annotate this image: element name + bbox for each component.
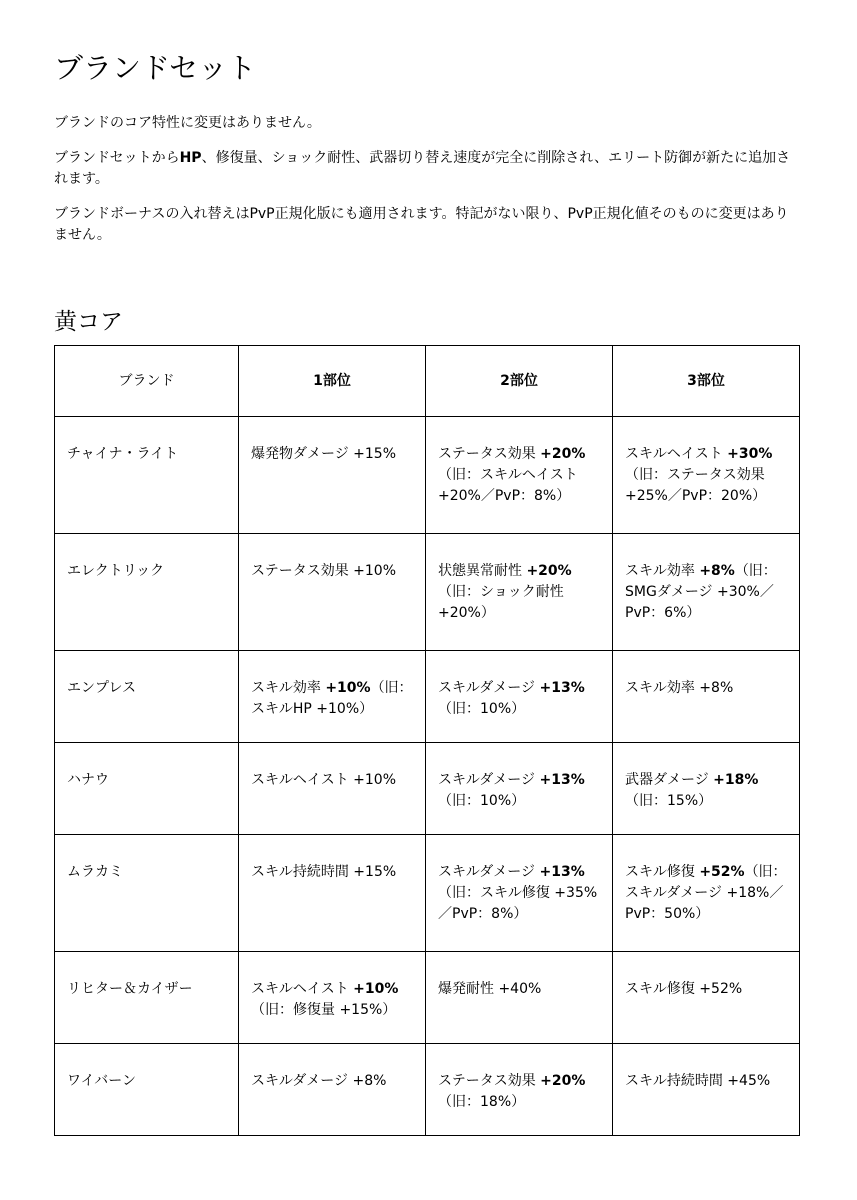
table-row — [55, 534, 800, 651]
bonus-cell-1-piece — [239, 743, 426, 835]
bonus-text: スキルダメージ — [438, 772, 540, 788]
table-header-row — [55, 346, 800, 417]
bonus-text: スキルダメージ +8% — [251, 1073, 387, 1089]
bonus-old-value: （旧：修復量 +15%） — [251, 1002, 397, 1018]
bonus-cell-2-piece — [426, 534, 613, 651]
table-row — [55, 417, 800, 534]
bonus-text: 状態異常耐性 — [438, 563, 527, 579]
bonus-value-bold: +52% — [699, 864, 745, 880]
bonus-cell-1-piece — [239, 1044, 426, 1136]
page-title: ブランドセット — [54, 51, 257, 85]
bonus-text: 爆発物ダメージ +15% — [251, 446, 397, 462]
column-header-2-piece: 2部位 — [426, 346, 613, 417]
table-row — [55, 1044, 800, 1136]
bonus-cell-2-piece — [426, 835, 613, 952]
bonus-value-bold: +13% — [539, 864, 585, 880]
bonus-old-value: （旧：SMGダメージ +30%／PvP：6%） — [625, 563, 777, 621]
bonus-cell-3-piece — [613, 743, 800, 835]
bonus-text: ステータス効果 +10% — [251, 563, 397, 579]
paragraph-core-traits: ブランドのコア特性に変更はありません。 — [54, 115, 321, 131]
bonus-cell-1-piece — [239, 835, 426, 952]
paragraph-removed-bonuses — [54, 148, 799, 190]
bonus-old-value: （旧：ステータス効果 +25%／PvP：20%） — [625, 467, 767, 504]
bonus-text: ステータス効果 — [438, 446, 541, 462]
bonus-cell-2-piece — [426, 417, 613, 534]
bonus-old-value: （旧：10%） — [438, 701, 526, 717]
bonus-old-value: （旧：18%） — [438, 1094, 526, 1110]
bonus-text: スキル効率 +8% — [625, 680, 734, 696]
bonus-cell-2-piece — [426, 952, 613, 1044]
table-row — [55, 835, 800, 952]
bonus-text: スキル修復 +52% — [625, 981, 743, 997]
bonus-text: スキルヘイスト — [625, 446, 728, 462]
brand-name-cell: エンプレス — [55, 651, 239, 743]
bonus-value-bold: +13% — [539, 680, 585, 696]
bonus-cell-1-piece — [239, 952, 426, 1044]
brand-name-cell: チャイナ・ライト — [55, 417, 239, 534]
bonus-text: スキル持続時間 +45% — [625, 1073, 771, 1089]
column-header-brand: ブランド — [55, 346, 239, 417]
bonus-value-bold: +18% — [713, 772, 759, 788]
brand-name-cell: ムラカミ — [55, 835, 239, 952]
bonus-value-bold: +13% — [539, 772, 585, 788]
paragraph-text: 、修復量、ショック耐性、武器切り替え速度が完全に削除され、エリート防御が新たに追加されます。 — [54, 150, 791, 187]
bonus-text: スキルダメージ — [438, 680, 540, 696]
bonus-text: スキル効率 — [625, 563, 700, 579]
bonus-cell-2-piece — [426, 743, 613, 835]
bonus-text: スキルヘイスト — [251, 981, 354, 997]
brand-bonus-table — [54, 345, 800, 1136]
brand-name-cell: ハナウ — [55, 743, 239, 835]
paragraph-bold-text: HP — [179, 150, 202, 166]
bonus-cell-3-piece — [613, 651, 800, 743]
bonus-cell-2-piece — [426, 651, 613, 743]
bonus-text: スキルヘイスト +10% — [251, 772, 397, 788]
bonus-cell-1-piece — [239, 534, 426, 651]
bonus-old-value: （旧：スキルダメージ +18%／PvP：50%） — [625, 864, 787, 922]
bonus-value-bold: +30% — [727, 446, 773, 462]
bonus-text: スキル持続時間 +15% — [251, 864, 397, 880]
bonus-cell-3-piece — [613, 534, 800, 651]
bonus-value-bold: +8% — [699, 563, 735, 579]
table-row — [55, 651, 800, 743]
bonus-cell-3-piece — [613, 835, 800, 952]
bonus-text: スキル修復 — [625, 864, 700, 880]
brand-name-cell: リヒター＆カイザー — [55, 952, 239, 1044]
bonus-old-value: （旧：ショック耐性 +20%） — [438, 584, 564, 621]
brand-name-cell: エレクトリック — [55, 534, 239, 651]
paragraph-pvp-note: ブランドボーナスの入れ替えはPvP正規化版にも適用されます。特記がない限り、PvP正規化値そのものに変更はありません。 — [54, 206, 789, 243]
bonus-text: ステータス効果 — [438, 1073, 541, 1089]
bonus-cell-1-piece — [239, 417, 426, 534]
bonus-cell-3-piece — [613, 417, 800, 534]
bonus-cell-1-piece — [239, 651, 426, 743]
bonus-text: 武器ダメージ — [625, 772, 714, 788]
bonus-value-bold: +20% — [540, 446, 586, 462]
bonus-text: 爆発耐性 +40% — [438, 981, 542, 997]
bonus-old-value: （旧：15%） — [625, 793, 713, 809]
brand-name-cell: ワイバーン — [55, 1044, 239, 1136]
column-header-3-piece: 3部位 — [613, 346, 800, 417]
table-row — [55, 743, 800, 835]
bonus-value-bold: +10% — [353, 981, 399, 997]
bonus-old-value: （旧：スキルヘイスト +20%／PvP：8%） — [438, 467, 578, 504]
bonus-text: スキルダメージ — [438, 864, 540, 880]
bonus-old-value: （旧：スキル修復 +35%／PvP：8%） — [438, 885, 598, 922]
bonus-cell-3-piece — [613, 952, 800, 1044]
bonus-cell-2-piece — [426, 1044, 613, 1136]
column-header-1-piece: 1部位 — [239, 346, 426, 417]
bonus-value-bold: +20% — [540, 1073, 586, 1089]
bonus-old-value: （旧：10%） — [438, 793, 526, 809]
bonus-text: スキル効率 — [251, 680, 326, 696]
bonus-cell-3-piece — [613, 1044, 800, 1136]
paragraph-text: ブランドセットから — [54, 150, 180, 166]
bonus-old-value: （旧：スキルHP +10%） — [251, 680, 413, 717]
table-row — [55, 952, 800, 1044]
section-title: 黄コア — [54, 309, 123, 335]
bonus-value-bold: +10% — [325, 680, 371, 696]
bonus-value-bold: +20% — [526, 563, 572, 579]
